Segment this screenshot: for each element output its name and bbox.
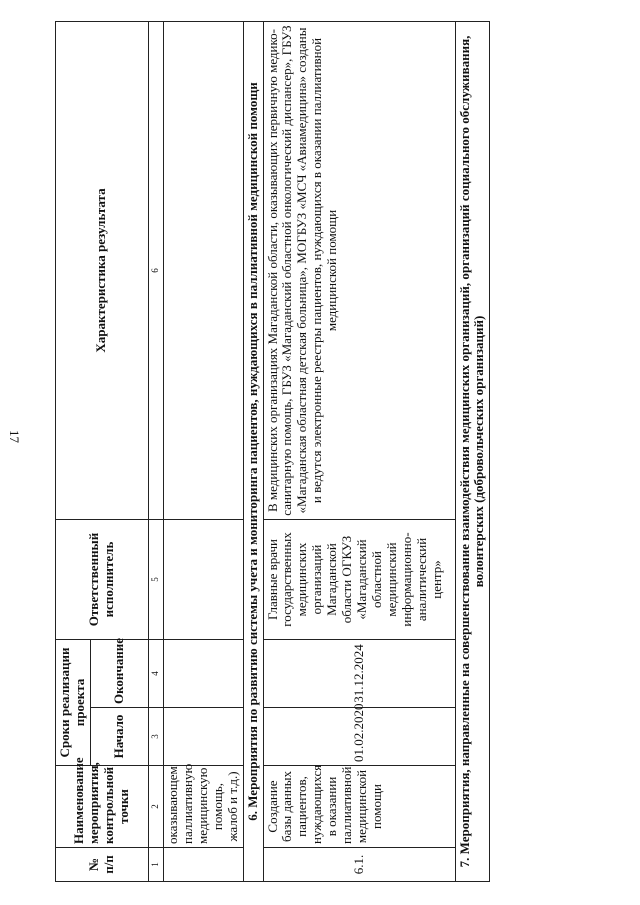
header-name: Наименование мероприятия, контрольной точки xyxy=(56,766,149,848)
row-executor: Главные врачи государственных медицинских организаций Магаданской области ОГКУЗ «Магаданский областной медицинский информационно-аналитический центр» xyxy=(263,520,455,640)
column-index: 6 xyxy=(148,22,163,520)
section-6-row xyxy=(243,22,263,882)
continued-name-cell: оказывающем паллиативную медицинскую помощь, жалоб и т.д.) xyxy=(163,766,243,848)
rotated-table-sheet xyxy=(55,22,510,882)
table-row xyxy=(263,22,455,882)
header-executor: Ответственный исполнитель xyxy=(56,520,149,640)
column-index: 2 xyxy=(148,766,163,848)
header-start: Начало xyxy=(90,708,148,766)
header-result: Характеристика результата xyxy=(56,22,149,520)
header-end: Окончание xyxy=(90,640,148,708)
column-index-row xyxy=(148,22,163,882)
continued-row xyxy=(163,22,243,882)
column-index: 1 xyxy=(148,848,163,882)
column-index: 5 xyxy=(148,520,163,640)
column-index: 4 xyxy=(148,640,163,708)
row-end-date: 31.12.2024 xyxy=(263,640,455,708)
section-7-title: 7. Мероприятия, направленные на совершенствование взаимодействия медицинских организаций, организаций социального обслуживания, волонтерских (добровольческих организаций) xyxy=(455,22,490,882)
section-6-title: 6. Мероприятия по развитию системы учета и мониторинга пациентов, нуждающихся в паллиативной медицинской помощи xyxy=(243,22,263,882)
plan-table xyxy=(55,21,490,882)
row-start-date: 01.02.2020 xyxy=(263,708,455,766)
section-7-row xyxy=(455,22,490,882)
header-terms: Сроки реализации проекта xyxy=(56,640,91,766)
row-name: Создание базы данных пациентов, нуждающихся в оказании паллиативной медицинской помощи xyxy=(263,766,455,848)
header-num: № п/п xyxy=(56,848,149,882)
row-num: 6.1. xyxy=(263,848,455,882)
page-number: 17 xyxy=(7,430,22,443)
row-result: В медицинских организациях Магаданской области, оказывающих первичную медико-санитарную помощь, ГБУЗ «Магаданский областной онкологический диспансер», ГБУЗ «Магаданская областная детская больница», МОГБУЗ «МСЧ «Авиамедицина» созданы и ведутся электронные реестры пациентов, нуждающихся в оказании паллиативной медицинской помощи xyxy=(263,22,455,520)
column-index: 3 xyxy=(148,708,163,766)
